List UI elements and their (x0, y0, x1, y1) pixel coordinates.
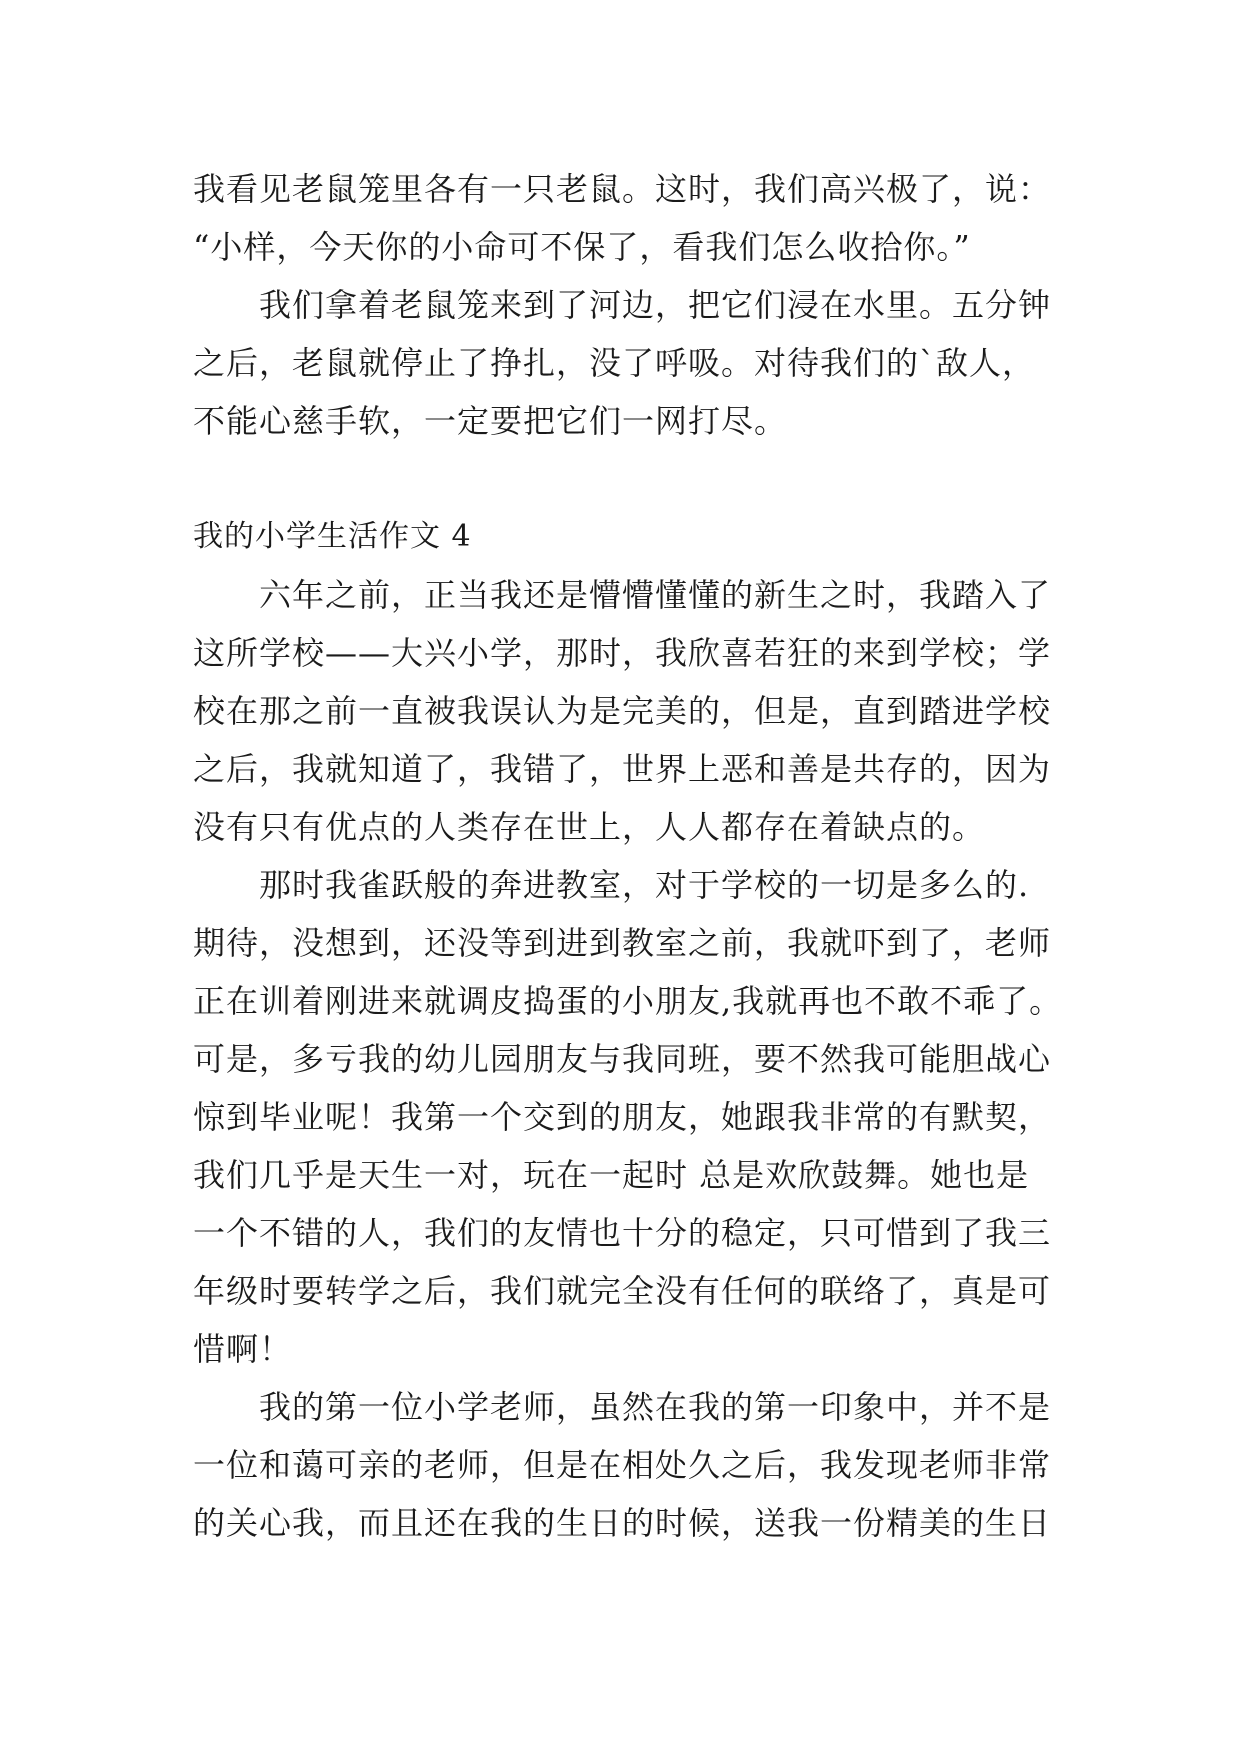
text-line: 没有只有优点的人类存在世上，人人都存在着缺点的。 (193, 808, 986, 846)
text-line: 那时我雀跃般的奔进教室，对于学校的一切是多么的. (193, 866, 1030, 904)
text-line: 正在训着刚进来就调皮捣蛋的小朋友,我就再也不敢不乖了。 (193, 982, 1063, 1020)
text-line: 我看见老鼠笼里各有一只老鼠。这时，我们高兴极了，说： (193, 170, 1052, 208)
text-line: 一个不错的人，我们的友情也十分的稳定，只可惜到了我三 (193, 1214, 1052, 1252)
text-line: 惊到毕业呢！我第一个交到的朋友，她跟我非常的有默契， (193, 1098, 1052, 1136)
text-line: 六年之前，正当我还是懵懵懂懂的新生之时，我踏入了 (193, 576, 1052, 614)
text-line: 期待，没想到，还没等到进到教室之前，我就吓到了，老师 (193, 924, 1052, 962)
text-line: 之后，老鼠就停止了挣扎，没了呼吸。对待我们的`敌人， (193, 344, 1036, 382)
text-line: 这所学校——大兴小学，那时，我欣喜若狂的来到学校；学 (193, 634, 1052, 672)
text-line: 之后，我就知道了，我错了，世界上恶和善是共存的，因为 (193, 750, 1052, 788)
text-line: 我们几乎是天生一对，玩在一起时 总是欢欣鼓舞。她也是 (193, 1156, 1030, 1194)
text-line: 校在那之前一直被我误认为是完美的，但是，直到踏进学校 (193, 692, 1052, 730)
text-line: 不能心慈手软，一定要把它们一网打尽。 (193, 402, 788, 440)
text-line: 我们拿着老鼠笼来到了河边，把它们浸在水里。五分钟 (193, 286, 1052, 324)
text-line: “小样，今天你的小命可不保了，看我们怎么收拾你。” (193, 228, 971, 266)
text-line: 一位和蔼可亲的老师，但是在相处久之后，我发现老师非常 (193, 1446, 1052, 1484)
text-line: 年级时要转学之后，我们就完全没有任何的联络了，真是可 (193, 1272, 1052, 1310)
text-line: 的关心我，而且还在我的生日的时候，送我一份精美的生日 (193, 1504, 1052, 1542)
text-line: 惜啊！ (193, 1330, 293, 1368)
text-line: 我的第一位小学老师，虽然在我的第一印象中，并不是 (193, 1388, 1052, 1426)
text-line: 可是，多亏我的幼儿园朋友与我同班，要不然我可能胆战心 (193, 1040, 1052, 1078)
section-heading: 我的小学生活作文 4 (193, 519, 472, 554)
